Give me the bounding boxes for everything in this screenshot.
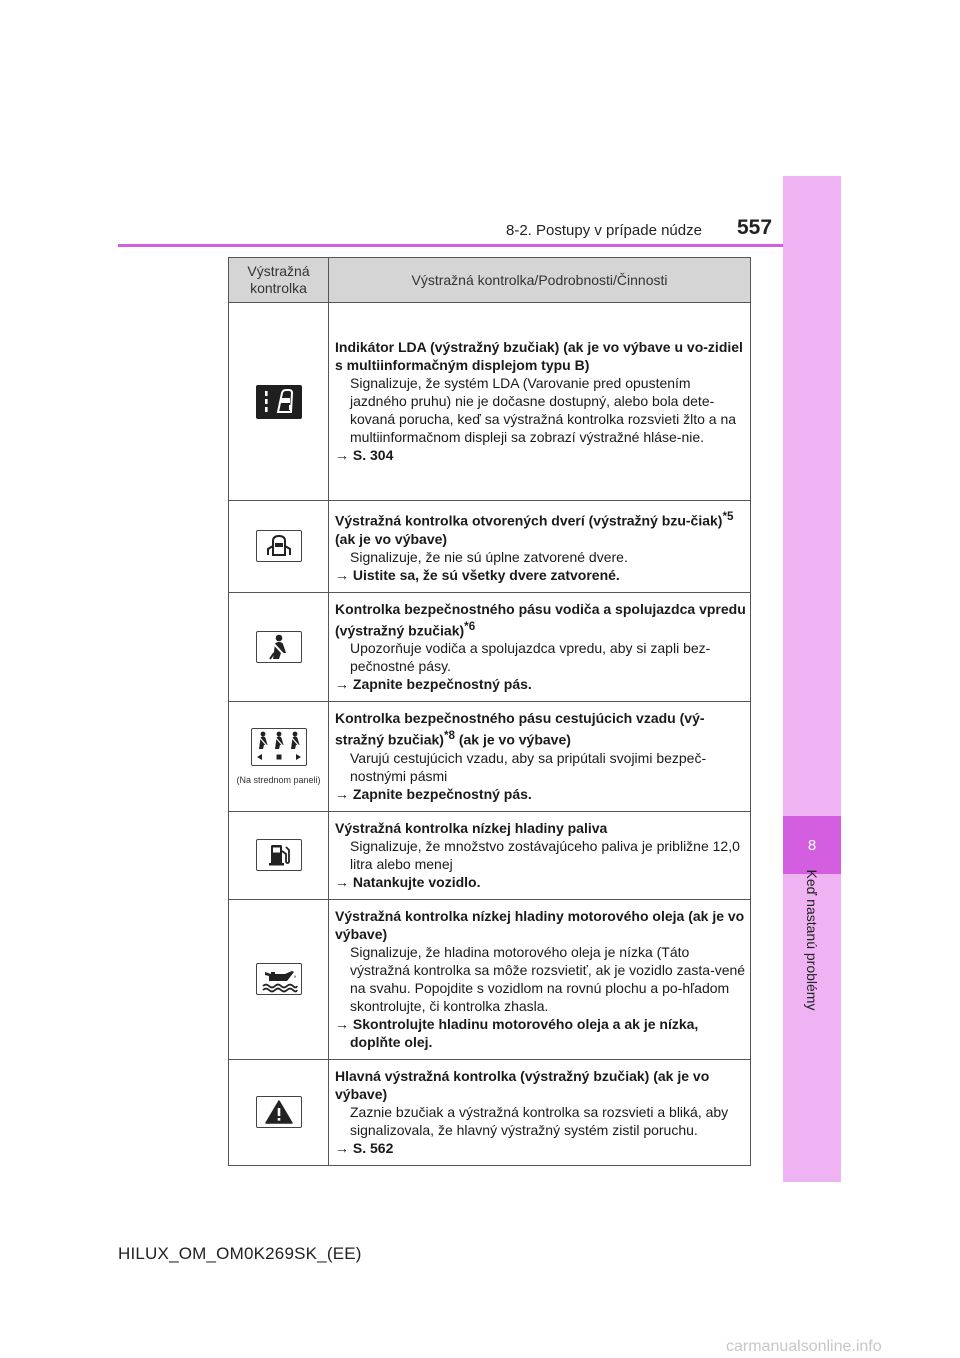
warning-light-table — [228, 257, 751, 1166]
footnote-ref: *5 — [722, 510, 734, 523]
table-row — [229, 702, 751, 812]
icon-cell — [229, 702, 329, 812]
oil-can-icon — [256, 963, 302, 995]
row-action: Zapnite bezpečnostný pás. — [352, 785, 532, 802]
chapter-tab-top — [783, 176, 841, 816]
row-action: Zapnite bezpečnostný pás. — [352, 676, 532, 693]
lane-departure-icon — [256, 385, 302, 419]
table-row — [229, 501, 751, 593]
row-title: Výstražná kontrolka nízkej hladiny motorového oleja (ak je vo výbave) — [335, 907, 745, 942]
arrow-icon: → — [335, 1139, 353, 1156]
footnote-ref: *8 — [443, 729, 455, 743]
section-title: 8-2. Postupy v prípade núdze — [506, 222, 702, 239]
row-title: Kontrolka bezpečnostného pásu cestujúcich vzadu (vý-stražný bzučiak) — [335, 710, 705, 748]
row-description: Signalizuje, že nie sú úplne zatvorené dvere. — [350, 548, 628, 565]
footnote-ref: *6 — [464, 619, 476, 633]
row-title: Výstražná kontrolka otvorených dverí (výstražný bzu-čiak) — [335, 512, 723, 529]
arrow-icon: → — [335, 447, 353, 463]
table-row — [229, 1059, 751, 1165]
icon-cell — [229, 1059, 329, 1165]
detail-cell — [329, 702, 751, 812]
row-action-link[interactable]: S. 304 — [352, 447, 394, 463]
header-rule — [118, 244, 783, 247]
watermark-link[interactable]: carmanualsonline.info — [726, 1338, 882, 1355]
chapter-title: Keď nastanú problémy — [804, 869, 820, 1011]
arrow-icon: → — [335, 873, 353, 890]
row-description: Signalizuje, že množstvo zostávajúceho paliva je približne 12,0 litra alebo menej — [350, 837, 740, 872]
detail-cell — [329, 1059, 751, 1165]
row-action: Skontrolujte hladinu motorového oleja a ak je nízka, — [352, 1015, 699, 1032]
row-title: Hlavná výstražná kontrolka (výstražný bzučiak) (ak je vo výbave) — [335, 1067, 710, 1102]
row-action-continued: doplňte olej. — [350, 1033, 433, 1050]
detail-cell — [329, 811, 751, 899]
master-warning-icon — [256, 1096, 302, 1128]
icon-note: (Na strednom paneli) — [236, 775, 321, 786]
icon-cell — [229, 811, 329, 899]
row-action: Uistite sa, že sú všetky dvere zatvorené. — [352, 566, 620, 583]
column-header-light: Výstražná kontrolka — [229, 258, 329, 303]
arrow-icon: → — [335, 566, 353, 583]
detail-cell — [329, 592, 751, 702]
row-title: Kontrolka bezpečnostného pásu vodiča a spolujazdca vpredu (výstražný bzučiak) — [335, 600, 746, 639]
arrow-icon: → — [335, 1015, 353, 1032]
detail-cell — [329, 501, 751, 593]
icon-cell — [229, 592, 329, 702]
column-header-detail: Výstražná kontrolka/Podrobnosti/Činnosti — [329, 258, 751, 303]
fuel-pump-icon — [256, 839, 302, 871]
document-code: HILUX_OM_OM0K269SK_(EE) — [118, 1244, 362, 1263]
arrow-icon: → — [335, 676, 353, 693]
row-title-tail: (ak je vo výbave) — [454, 731, 571, 748]
row-title: Indikátor LDA (výstražný bzučiak) (ak je vo výbave u vo-zidiel s multiinformačným displejom typu B) — [335, 339, 743, 373]
row-title-tail: (ak je vo výbave) — [335, 530, 448, 547]
seatbelt-icon — [256, 631, 302, 663]
row-description: Signalizuje, že hladina motorového oleja je nízka (Táto výstražná kontrolka sa môže rozsvietiť, ak je vozidlo zasta-vené na svahu. Popojdite s vozidlom na rovnú plochu a po-hľadom skontrolujte, či kontrolka zhasla. — [350, 943, 746, 1014]
row-description: Signalizuje, že systém LDA (Varovanie pred opustením jazdného pruhu) nie je dočasne dostupný, alebo bola dete-kovaná porucha, keď sa výstražná kontrolka rozsvieti žlto a na multiinformačnom displeji sa zobrazí výstražné hláse-nie. — [350, 375, 737, 445]
table-row — [229, 592, 751, 702]
rear-seatbelt-icon — [251, 728, 307, 766]
table-row — [229, 303, 751, 501]
detail-cell — [329, 303, 751, 501]
detail-cell — [329, 899, 751, 1059]
table-row — [229, 811, 751, 899]
row-action: Natankujte vozidlo. — [352, 873, 481, 890]
row-title: Výstražná kontrolka nízkej hladiny paliva — [335, 819, 608, 836]
icon-cell — [229, 303, 329, 501]
table-header-row — [229, 258, 751, 303]
table-row — [229, 899, 751, 1059]
row-description: Varujú cestujúcich vzadu, aby sa pripútali svojimi bezpeč-nostnými pásmi — [350, 749, 707, 784]
icon-cell — [229, 501, 329, 593]
icon-cell — [229, 899, 329, 1059]
chapter-number: 8 — [783, 816, 841, 874]
page-number: 557 — [737, 216, 773, 239]
row-description: Upozorňuje vodiča a spolujazdca vpredu, aby si zapli bez-pečnostné pásy. — [350, 640, 711, 675]
row-description: Zaznie bzučiak a výstražná kontrolka sa rozsvieti a bliká, aby signalizovala, že hlavný výstražný systém zistil poruchu. — [350, 1103, 729, 1138]
open-door-icon — [256, 530, 302, 562]
row-action-link[interactable]: S. 562 — [352, 1139, 394, 1156]
arrow-icon: → — [335, 785, 353, 802]
